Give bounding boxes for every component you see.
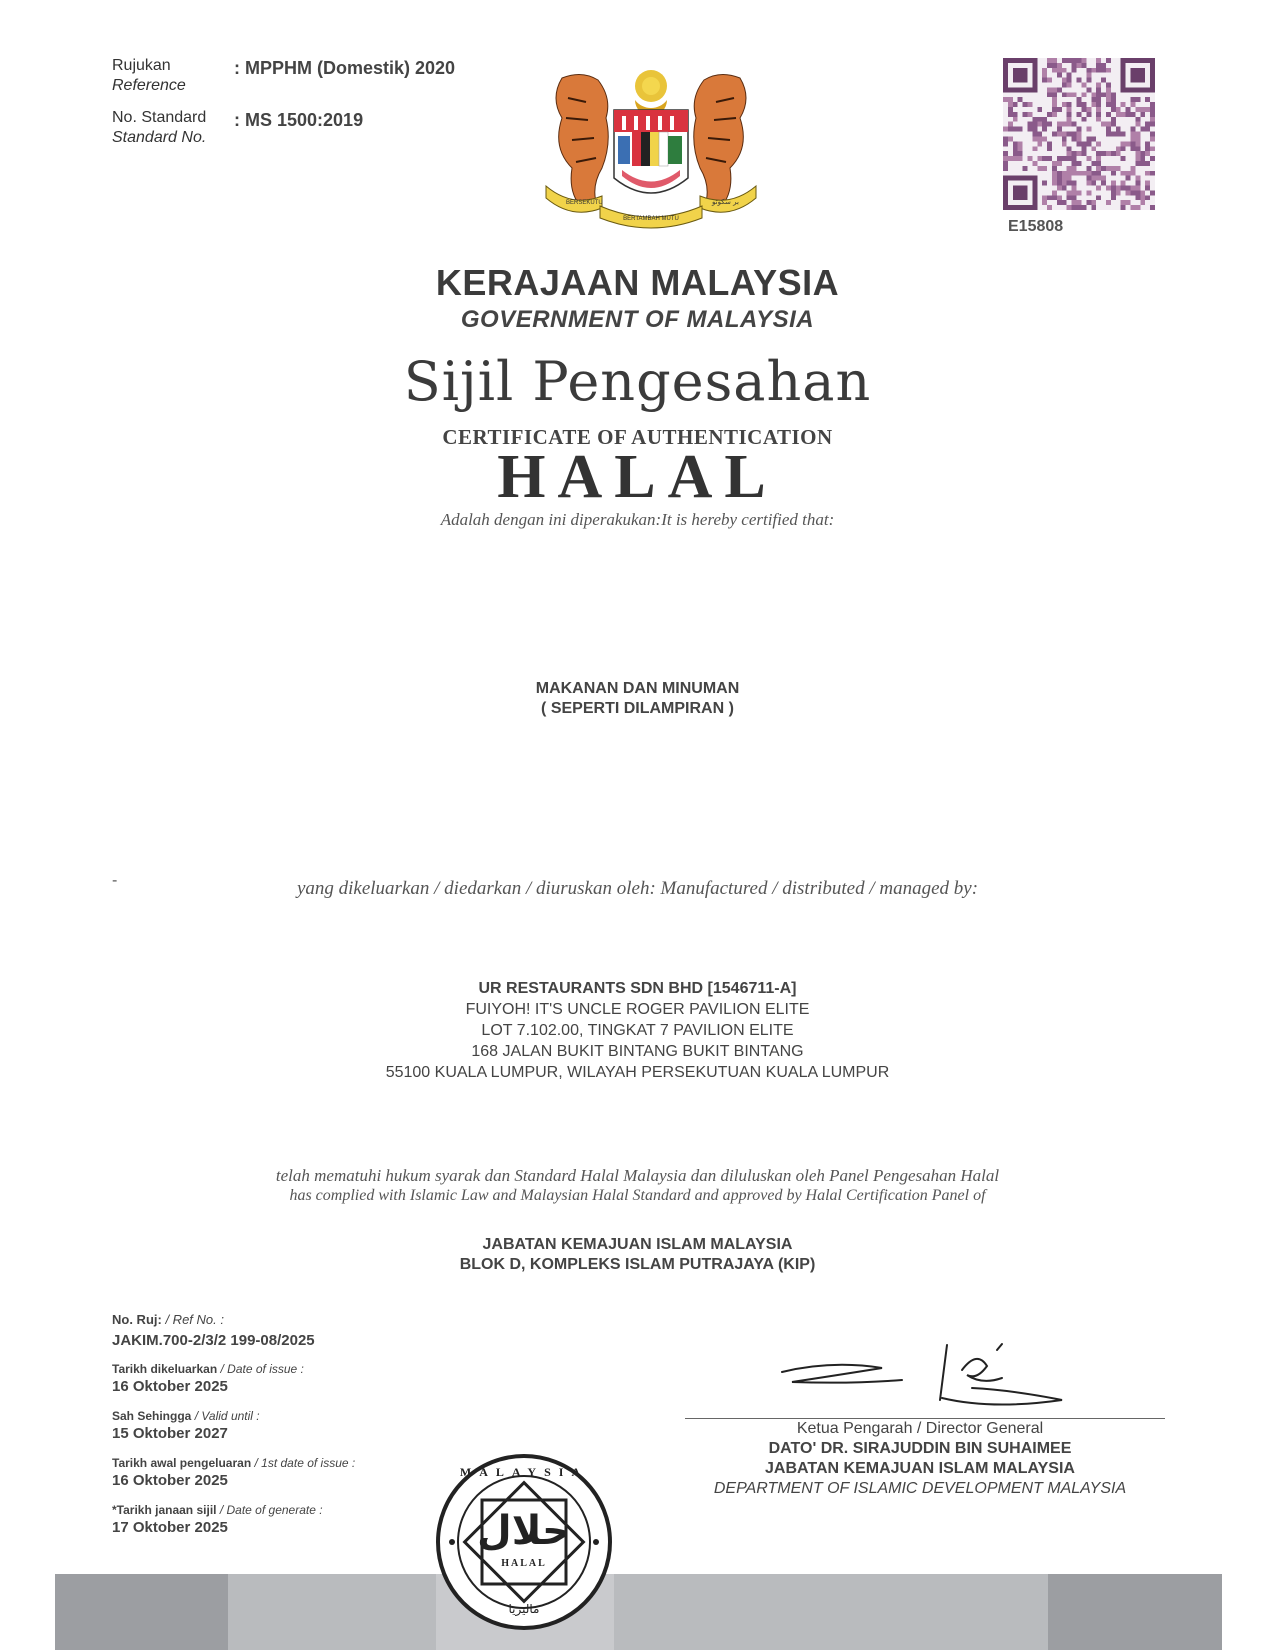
certified-statement: Adalah dengan ini diperakukan:It is hereby certified that: <box>440 510 835 529</box>
qr-code-icon <box>1003 58 1155 210</box>
authority-address: BLOK D, KOMPLEKS ISLAM PUTRAJAYA (KIP) <box>459 1256 816 1273</box>
signature-line <box>685 1418 1165 1419</box>
reference-label-en: Reference <box>112 77 186 94</box>
compliance-statement-ms: telah mematuhi hukum syarak dan Standard Halal Malaysia dan diluluskan oleh Panel Pengesahan Halal <box>275 1166 1000 1185</box>
valid-until-label-en: / Valid until : <box>194 1409 260 1423</box>
valid-until-label-ms: Sah Sehingga <box>112 1409 192 1423</box>
managed-statement: yang dikeluarkan / diedarkan / diuruskan oleh: Manufactured / distributed / managed by: <box>296 878 979 899</box>
valid-until-label <box>112 1409 260 1423</box>
product-line-2: ( SEPERTI DILAMPIRAN ) <box>541 700 734 717</box>
reference-label <box>112 56 186 96</box>
ref-no-label <box>112 1312 224 1327</box>
certificate-title-ms: Sijil Pengesahan <box>403 350 872 413</box>
ref-no-value: JAKIM.700-2/3/2 199-08/2025 <box>112 1332 315 1349</box>
company-address <box>0 978 1275 1083</box>
seal-arabic-text: حلال <box>477 1508 571 1554</box>
seal-top-text: MALAYSIA <box>459 1465 589 1479</box>
issue-date-label-en: / Date of issue : <box>220 1362 304 1376</box>
seal-bottom-text: ماليزيا <box>508 1602 540 1616</box>
issue-date-value: 16 Oktober 2025 <box>112 1378 228 1395</box>
qr-code-number: E15808 <box>1008 218 1064 235</box>
product-line-1: MAKANAN DAN MINUMAN <box>535 680 740 697</box>
standard-label-ms: No. Standard <box>112 109 207 126</box>
generate-date-label <box>112 1503 323 1517</box>
certificate-title-en: CERTIFICATE OF AUTHENTICATION <box>442 425 833 449</box>
dash-mark: - <box>112 872 118 889</box>
signature-icon <box>772 1330 1072 1410</box>
reference-label-ms: Rujukan <box>112 57 171 74</box>
generate-date-label-ms: *Tarikh janaan sijil <box>112 1503 217 1517</box>
ref-no-label-ms: No. Ruj: <box>112 1312 162 1327</box>
signatory-department-ms: JABATAN KEMAJUAN ISLAM MALAYSIA <box>765 1460 1075 1477</box>
address-line: FUIYOH! IT'S UNCLE ROGER PAVILION ELITE <box>465 1001 810 1018</box>
standard-label <box>112 108 206 148</box>
standard-label-en: Standard No. <box>112 129 207 146</box>
reference-value: : MPPHM (Domestik) 2020 <box>234 58 456 78</box>
coat-left-motto: BERSEKUTU <box>566 200 603 206</box>
coat-ribbon-motto: BERTAMBAH MUTU <box>623 216 679 222</box>
compliance-statement-en: has complied with Islamic Law and Malaysian Halal Standard and approved by Halal Certification Panel of <box>289 1187 986 1204</box>
signatory-department-en: DEPARTMENT OF ISLAMIC DEVELOPMENT MALAYSIA <box>713 1480 1127 1497</box>
first-issue-label-ms: Tarikh awal pengeluaran <box>112 1456 252 1470</box>
seal-halal-label: HALAL <box>501 1558 547 1569</box>
address-line: 55100 KUALA LUMPUR, WILAYAH PERSEKUTUAN KUALA LUMPUR <box>385 1064 890 1081</box>
government-title-ms: KERAJAAN MALAYSIA <box>435 262 840 303</box>
valid-until-value: 15 Oktober 2027 <box>112 1425 228 1442</box>
coat-of-arms-icon <box>542 58 760 230</box>
government-title-en: GOVERNMENT OF MALAYSIA <box>460 306 815 333</box>
coat-right-motto: بر سكوتو <box>712 198 739 206</box>
issue-date-label <box>112 1362 304 1376</box>
signatory-name: DATO' DR. SIRAJUDDIN BIN SUHAIMEE <box>768 1440 1072 1457</box>
first-issue-label <box>112 1456 355 1470</box>
standard-value: : MS 1500:2019 <box>234 110 364 130</box>
generate-date-label-en: / Date of generate : <box>219 1503 323 1517</box>
address-line: LOT 7.102.00, TINGKAT 7 PAVILION ELITE <box>481 1022 794 1039</box>
halal-title: HALAL <box>497 443 778 511</box>
issue-date-label-ms: Tarikh dikeluarkan <box>112 1362 218 1376</box>
authority-name: JABATAN KEMAJUAN ISLAM MALAYSIA <box>482 1236 793 1253</box>
address-line: 168 JALAN BUKIT BINTANG BUKIT BINTANG <box>471 1043 804 1060</box>
signatory-title: Ketua Pengarah / Director General <box>796 1420 1044 1437</box>
first-issue-value: 16 Oktober 2025 <box>112 1472 228 1489</box>
company-name: UR RESTAURANTS SDN BHD [1546711-A] <box>478 980 797 997</box>
generate-date-value: 17 Oktober 2025 <box>112 1519 228 1536</box>
footer-band-middle <box>228 1574 1048 1650</box>
ref-no-label-en: / Ref No. : <box>165 1312 224 1327</box>
first-issue-label-en: / 1st date of issue : <box>254 1456 356 1470</box>
